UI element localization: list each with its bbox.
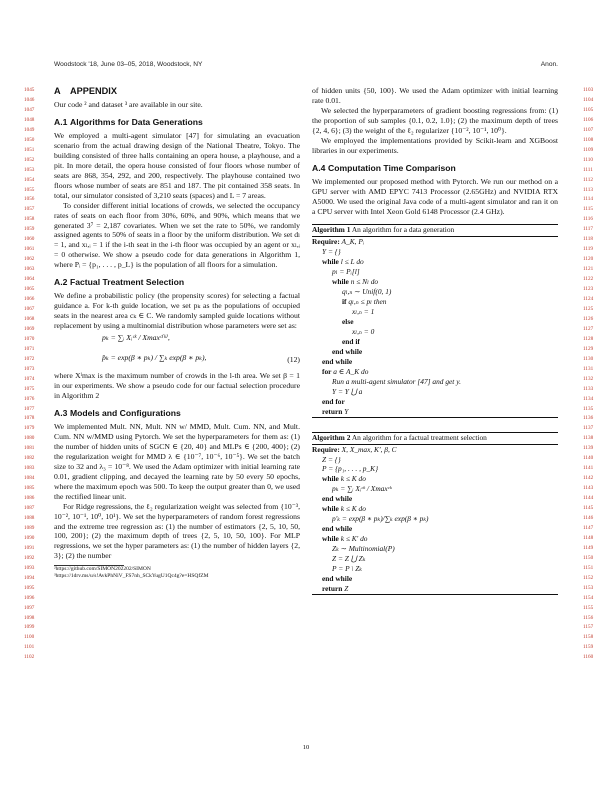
algorithm-keyword: end while [322, 356, 353, 366]
running-header-left: Woodstock '18, June 03–05, 2018, Woodstock, NY [54, 61, 203, 68]
line-number: 1071 [24, 345, 35, 352]
line-number: 1093 [24, 564, 35, 571]
line-number: 1088 [24, 514, 35, 521]
line-number: 1094 [24, 574, 35, 581]
algorithm-2-caption [312, 433, 558, 445]
algorithm-line [312, 524, 558, 534]
line-number: 1054 [24, 176, 35, 183]
line-number: 1069 [24, 325, 35, 332]
line-number: 1083 [24, 465, 35, 472]
algorithm-line [312, 397, 558, 407]
line-number: 1078 [24, 415, 35, 422]
line-number: 1090 [24, 534, 35, 541]
line-number: 1064 [24, 276, 35, 283]
algorithm-keyword: if [342, 297, 347, 307]
line-number: 1112 [583, 176, 593, 183]
algorithm-statement: X, X_max, K′, β, C [339, 444, 397, 454]
algorithm-line [312, 357, 558, 367]
line-number: 1140 [583, 455, 594, 462]
section-a1-number: A.1 [54, 116, 68, 127]
algorithm-2-label: Algorithm 2 [312, 432, 351, 442]
algorithm-statement: p′ₖ = exp(β ∗ pₖ)/∑ₖ exp(β ∗ pₖ) [332, 514, 429, 524]
algorithm-statement: qₗ,ₙ ∼ Unif(0, 1) [342, 287, 392, 297]
algorithm-keyword: while [332, 277, 349, 287]
line-number: 1047 [24, 106, 35, 113]
section-a4-title: Computation Time Comparison [328, 162, 456, 173]
line-number: 1109 [583, 146, 594, 153]
algorithm-1-lines [312, 237, 558, 416]
line-number: 1100 [24, 634, 35, 641]
equation-12-body: p̂ₖ = exp(β ∗ pₖ) / ∑ₖ exp(β ∗ pₖ), [102, 353, 207, 363]
section-a3-title: Models and Configurations [70, 407, 181, 418]
section-a3-paragraph-5: We employed the implementations provided by Scikit-learn and XGBoost libraries in our experiments. [312, 135, 558, 155]
algorithm-statement: Z [342, 583, 349, 593]
line-number: 1091 [24, 544, 35, 551]
line-number: 1062 [24, 256, 35, 263]
algorithm-2-lines [312, 445, 558, 594]
section-a3-paragraph-3: of hidden units {50, 100}. We used the Adam optimizer with initial learning rate 0.01. [312, 86, 558, 105]
line-number: 1141 [583, 465, 594, 472]
line-number: 1104 [583, 96, 594, 103]
appendix-title: APPENDIX [70, 86, 117, 96]
line-number: 1052 [24, 156, 35, 163]
line-number: 1073 [24, 365, 35, 372]
algorithm-statement: Z = Z ⋃ Zₖ [332, 554, 366, 564]
line-number: 1120 [583, 256, 594, 263]
algorithm-line [312, 337, 558, 347]
algorithm-keyword: while [322, 257, 339, 267]
section-a2-paragraph-1: We define a probabilistic policy (the propensity scores) for selecting a factual guidance a. For k-th guide location, we set pₖ as the populations of occupied seats in the nearest area cₖ ∈ C. We randomly sampled guide locations without replacement by using a multinomial distribution whose parameters were set as: [54, 291, 300, 331]
line-number: 1159 [583, 644, 594, 651]
algorithm-statement: Y [342, 406, 349, 416]
algorithm-keyword: return [322, 406, 343, 416]
algorithm-statement: a ∈ A_K do [331, 366, 369, 376]
line-number: 1116 [583, 216, 593, 223]
line-number: 1058 [24, 216, 35, 223]
line-number: 1157 [583, 624, 594, 631]
appendix-heading [54, 86, 300, 97]
line-number: 1125 [583, 305, 594, 312]
section-a2-paragraph-2: where Xˡmax is the maximum number of crowds in the l-th area. We set β = 1 in our experiments. We show a pseudo code for our factual selection procedure in Algorithm 2 [54, 371, 300, 401]
line-number: 1136 [583, 415, 594, 422]
line-number: 1114 [583, 196, 593, 203]
algorithm-keyword: end while [332, 346, 363, 356]
line-number: 1057 [24, 206, 35, 213]
line-number: 1096 [24, 594, 35, 601]
algorithm-statement: k ≤ K do [338, 474, 366, 484]
algorithm-keyword: while [322, 474, 339, 484]
line-number: 1087 [24, 505, 35, 512]
algorithm-statement: n ≤ Nₗ do [348, 277, 379, 287]
algorithm-line [312, 564, 558, 574]
line-number: 1080 [24, 435, 35, 442]
algorithm-statement: Y = Y ⋃ a [332, 386, 363, 396]
line-number: 1119 [583, 246, 593, 253]
algorithm-keyword: else [342, 317, 354, 327]
line-number: 1132 [583, 375, 594, 382]
algorithm-line [312, 267, 558, 277]
algorithm-1-label: Algorithm 1 [312, 225, 351, 235]
line-number: 1072 [24, 355, 35, 362]
algorithm-line [312, 464, 558, 474]
algorithm-statement: l ≤ L do [338, 257, 364, 267]
algorithm-line [312, 574, 558, 584]
algorithm-keyword: while [322, 504, 339, 514]
line-number: 1160 [583, 654, 594, 661]
line-number: 1130 [583, 355, 594, 362]
line-number: 1115 [583, 206, 593, 213]
algorithm-line [312, 534, 558, 544]
line-number: 1053 [24, 166, 35, 173]
algorithm-statement: k ≤ K do [338, 504, 366, 514]
line-number: 1117 [583, 226, 593, 233]
algorithm-line [312, 297, 558, 307]
line-number: 1150 [583, 554, 594, 561]
line-number: 1151 [583, 564, 594, 571]
line-number: 1075 [24, 385, 35, 392]
line-number: 1149 [583, 544, 594, 551]
line-number: 1056 [24, 196, 35, 203]
algorithm-line [312, 377, 558, 387]
algorithm-keyword: for [322, 366, 332, 376]
line-number: 1085 [24, 485, 35, 492]
section-a1-heading [54, 117, 300, 128]
algorithm-keyword: end if [342, 336, 360, 346]
equation-pk-body: pₖ = ∑ᵢ Xᵢᶜᵏ / Xmaxᶜ⁽ᵏ⁾, [102, 333, 170, 343]
algorithm-line [312, 317, 558, 327]
line-number: 1121 [583, 266, 594, 273]
line-number: 1098 [24, 614, 35, 621]
algorithm-statement: P = {p₁, . . . , p_K} [322, 464, 379, 474]
line-number: 1051 [24, 146, 35, 153]
line-number: 1066 [24, 296, 35, 303]
algorithm-statement: pₖ = ∑ᵢ Xᵢᶜᵏ / Xmaxᶜᵏ [332, 484, 392, 494]
algorithm-line [312, 247, 558, 257]
algorithm-statement: xₗ,ₙ = 0 [352, 327, 375, 337]
line-number: 1138 [583, 435, 594, 442]
algorithm-2-caption-text: An algorithm for a factual treatment selection [351, 432, 487, 442]
line-number: 1106 [583, 116, 594, 123]
line-number: 1123 [583, 286, 594, 293]
algorithm-1-caption-text: An algorithm for a data generation [351, 225, 455, 235]
footnote-2: ²https://github.com/SIMON202202/SIMON [54, 566, 151, 573]
line-number: 1133 [583, 385, 594, 392]
algorithm-keyword: Require: [312, 237, 340, 247]
line-number: 1049 [24, 126, 35, 133]
line-number: 1102 [24, 654, 35, 661]
line-number: 1084 [24, 475, 35, 482]
equation-12 [54, 351, 300, 371]
algorithm-line [312, 504, 558, 514]
line-number: 1118 [583, 236, 593, 243]
algorithm-statement: Run a multi-agent simulator [47] and get y. [332, 376, 461, 386]
algorithm-line [312, 327, 558, 337]
algorithm-line [312, 514, 558, 524]
line-number: 1086 [24, 495, 35, 502]
footnote-3: ³https://1drv.ms/u/s!AvkPhNiV_FS7nh_SCkYugU1Qc4g?e=HSQfZM [54, 573, 209, 580]
line-number: 1146 [583, 514, 594, 521]
line-numbers-right [583, 86, 607, 663]
line-number: 1113 [583, 186, 593, 193]
algorithm-line [312, 387, 558, 397]
line-number: 1055 [24, 186, 35, 193]
line-number: 1092 [24, 554, 35, 561]
algorithm-line [312, 445, 558, 455]
section-a1-paragraph-2: To consider different initial locations of crowds, we selected the occupancy rates of seats on each floor from 30%, 60%, and 90%, which means that we generated 3⁷ = 2,187 covariates. When we set the rate to 50%, we randomly assigned agents to 50% of seats in a floor by the uniform distribution. We set dₗ = 1, and xₗ,ᵢ = 1 if the i-th seat in the i-th floor was occupied by an agent or xₗ,ᵢ = 0 otherwise. We show a pseudo code for data generations in Algorithm 1, where Pᵢ = {p₁, . . . , p_L} is the population of all floors for a simulation. [54, 200, 300, 270]
algorithm-1 [312, 224, 558, 417]
section-a4-number: A.4 [312, 162, 326, 173]
section-a2-heading [54, 277, 300, 288]
section-a1-paragraph-1: We employed a multi-agent simulator [47] for simulating an evacuation scenario from the actual drawing design of the National Theatre, Tokyo. The building consisted of three halls containing an opera house, a playhouse, and a pit. In more detail, the opera house consisted of four floors whose number of seats are 868, 354, 292, and 200, respectively. The playhouse contained two floors whose number of seats are 851 and 187. The pit contained 358 seats. In total, our simulator consisted of 3,210 seats (spaces) and L = 7 areas. [54, 130, 300, 200]
section-a4-heading [312, 163, 558, 174]
line-number: 1067 [24, 305, 35, 312]
line-number: 1108 [583, 136, 594, 143]
appendix-number: A [54, 86, 61, 96]
section-a4-paragraph-1: We implemented our proposed method with Pytorch. We run our method on a GPU server with AMD EPYC 7413 Processor (2.65GHz) and NVIDIA RTX A5000. We used the original Java code of a multi-agent simulator and ran it on a CPU server with Intel Xeon Gold 6148 Processor (2.4 GHz). [312, 176, 558, 216]
line-number: 1126 [583, 315, 594, 322]
section-a1-title: Algorithms for Data Generations [70, 116, 203, 127]
algorithm-line [312, 347, 558, 357]
line-number: 1101 [24, 644, 35, 651]
line-number: 1105 [583, 106, 594, 113]
algorithm-line [312, 584, 558, 594]
section-a3-paragraph-2: For Ridge regressions, the ℓ₂ regularization weight was selected from {10⁻³, 10⁻², 10⁻¹, 10⁰, 10¹}. We set the hyperparameters of random forest regressions and the extreme tree regression as: (1) the number of estimators {2, 5, 10, 50, 100, 200}; (2) the maximum depth of trees {2, 5, 10, 50, 100}. For MLP regressions, we set the hyper parameters as: (1) the number of hidden layers {2, 3}; (2) the number [54, 501, 300, 561]
line-number: 1143 [583, 485, 594, 492]
line-number: 1134 [583, 395, 594, 402]
line-number: 1076 [24, 395, 35, 402]
appendix-intro: Our code ² and dataset ³ are available in our site. [54, 100, 203, 109]
line-number: 1147 [583, 524, 594, 531]
line-number: 1152 [583, 574, 594, 581]
line-number: 1065 [24, 286, 35, 293]
line-number: 1127 [583, 325, 594, 332]
equation-12-tag: (12) [287, 355, 300, 365]
line-number: 1070 [24, 335, 35, 342]
line-number: 1155 [583, 604, 594, 611]
algorithm-statement: pₗ = Pᵢ[l] [332, 267, 360, 277]
line-number: 1077 [24, 405, 35, 412]
line-number: 1144 [583, 495, 594, 502]
line-number: 1139 [583, 445, 594, 452]
algorithm-line [312, 367, 558, 377]
line-number: 1158 [583, 634, 594, 641]
line-number: 1095 [24, 584, 35, 591]
algorithm-statement: xₗ,ₙ = 1 [352, 307, 375, 317]
line-number: 1079 [24, 425, 35, 432]
line-number: 1131 [583, 365, 594, 372]
line-number: 1153 [583, 584, 594, 591]
line-number: 1124 [583, 296, 594, 303]
line-number: 1060 [24, 236, 35, 243]
algorithm-line [312, 474, 558, 484]
line-number: 1089 [24, 524, 35, 531]
line-number: 1154 [583, 594, 594, 601]
line-number: 1050 [24, 136, 35, 143]
algorithm-line [312, 494, 558, 504]
algorithm-keyword: end for [322, 396, 345, 406]
algorithm-line [312, 455, 558, 465]
algorithm-keyword: return [322, 583, 343, 593]
line-number: 1097 [24, 604, 35, 611]
line-number: 1059 [24, 226, 35, 233]
line-number: 1110 [583, 156, 593, 163]
algorithm-line [312, 257, 558, 267]
algorithm-statement: Z = {} [322, 454, 341, 464]
algorithm-keyword: end while [322, 573, 353, 583]
algorithm-statement: Y = {} [322, 247, 341, 257]
line-number: 1099 [24, 624, 35, 631]
running-header-right: Anon. [540, 61, 558, 68]
line-number: 1156 [583, 614, 594, 621]
algorithm-line [312, 307, 558, 317]
equation-pk [54, 331, 300, 351]
algorithm-statement: k ≤ K′ do [338, 534, 368, 544]
algorithm-line [312, 237, 558, 247]
line-number: 1048 [24, 116, 35, 123]
algorithm-statement: A_K, Pᵢ [339, 237, 365, 247]
line-numbers-left [24, 86, 48, 663]
algorithm-keyword: end while [322, 494, 353, 504]
line-number: 1081 [24, 445, 35, 452]
line-number: 1137 [583, 425, 594, 432]
algorithm-line [312, 407, 558, 417]
line-number: 1061 [24, 246, 35, 253]
line-number: 1046 [24, 96, 35, 103]
section-a3-paragraph-4: We selected the hyperparameters of gradient boosting regressions from: (1) the proportion of sub samples {0.1, 0.2, 1.0}; (2) the maximum depth of trees {2, 4, 6}; (3) the weight of the ℓ₂ regularizer {10⁻², 10⁻¹, 10⁰}. [312, 105, 558, 135]
algorithm-line [312, 544, 558, 554]
algorithm-keyword: Require: [312, 444, 340, 454]
page-number: 10 [302, 744, 310, 751]
line-number: 1129 [583, 345, 594, 352]
algorithm-line [312, 484, 558, 494]
line-number: 1142 [583, 475, 594, 482]
line-number: 1074 [24, 375, 35, 382]
section-a3-heading [54, 408, 300, 419]
section-a3-number: A.3 [54, 407, 68, 418]
line-number: 1128 [583, 335, 594, 342]
section-a2-title: Factual Treatment Selection [70, 277, 185, 288]
line-number: 1068 [24, 315, 35, 322]
right-column [312, 86, 558, 595]
algorithm-2 [312, 432, 558, 595]
line-number: 1063 [24, 266, 35, 273]
section-a2-number: A.2 [54, 277, 68, 288]
line-number: 1148 [583, 534, 594, 541]
line-number: 1145 [583, 505, 594, 512]
algorithm-keyword: while [322, 534, 339, 544]
line-number: 1103 [583, 87, 594, 93]
algorithm-statement: Zₖ ∼ Multinomial(P) [332, 544, 395, 554]
line-number: 1111 [583, 166, 593, 173]
line-number: 1122 [583, 276, 594, 283]
algorithm-statement: qₗ,ₙ ≤ pₗ then [346, 297, 387, 307]
line-number: 1045 [24, 87, 35, 93]
algorithm-line [312, 277, 558, 287]
algorithm-line [312, 554, 558, 564]
line-number: 1135 [583, 405, 594, 412]
line-number: 1107 [583, 126, 594, 133]
algorithm-line [312, 287, 558, 297]
line-number: 1082 [24, 455, 35, 462]
left-column [54, 86, 300, 580]
algorithm-statement: P = P \ Zₖ [332, 563, 362, 573]
section-a3-paragraph-1: We implemented Mult. NN, Mult. NN w/ MMD, Mult. Cum. NN, and Mult. Cum. NN w/MMD using Pytorch. We set the hyperparameters for them as: (1) the number of hidden units of SGCN ∈ {20, 40} and MLPs ∈ {200, 400}; (2) the regularization weight for MMD λ ∈ {10⁻⁷, 10⁻⁶, 10⁻⁵}. We set the batch size to 32 and λ₃ = 10⁻⁸. We used the Adam optimizer with initial learning rate 0.01, gradient clipping, and decayed the learning rate by 50 every 50 epochs, where the maximum epoch was 500. To keep the output greater than 0, we used the rectified linear unit. [54, 421, 300, 501]
algorithm-keyword: end while [322, 524, 353, 534]
algorithm-1-caption [312, 225, 558, 237]
